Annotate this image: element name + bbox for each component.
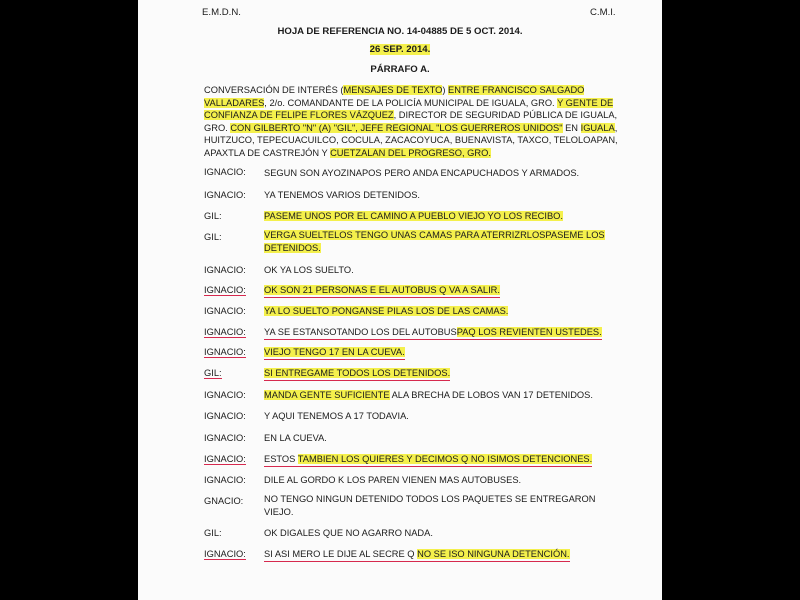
speaker-label: IGNACIO:: [204, 327, 246, 337]
speaker-label: IGNACIO:: [204, 390, 246, 400]
message-text: PASEME UNOS POR EL CAMINO A PUEBLO VIEJO YO LOS RECIBO.: [264, 211, 563, 221]
speaker-label: GIL:: [204, 368, 222, 378]
speaker-label: IGNACIO:: [204, 285, 246, 295]
speaker-label: GNACIO:: [204, 496, 244, 506]
message-text: YA TENEMOS VARIOS DETENIDOS.: [264, 190, 421, 200]
message-text: SI ASI MERO LE DIJE AL SECRE Q NO SE ISO NINGUNA DETENCIÓN.: [264, 548, 570, 562]
message-text: SI ENTREGAME TODOS LOS DETENIDOS.: [264, 367, 450, 381]
speaker-label: IGNACIO:: [204, 433, 246, 443]
speaker-label: IGNACIO:: [204, 454, 246, 464]
speaker-label: IGNACIO:: [204, 306, 246, 316]
intro-paragraph: CONVERSACIÓN DE INTERÉS (MENSAJES DE TEXTO) ENTRE FRANCISCO SALGADO VALLADARES, 2/o. COMANDANTE DE LA POLICÍA MUNICIPAL DE IGUALA, GRO. Y GENTE DE CONFIANZA DE FELIPE FLORES VÁZQUEZ, DIRECTOR DE SEGURIDAD PÚBLICA DE IGUALA, GRO. CON GILBERTO "N" (A) "GIL", JEFE REGIONAL "LOS GUERREROS UNIDOS" EN IGUALA, HUITZUCO, TEPECUACUILCO, COCULA, ZACACOYUCA, BUENAVISTA, TAXCO, TELOLOAPAN, APAXTLA DE CASTREJÓN Y CUETZALAN DEL PROGRESO, GRO.: [204, 85, 618, 158]
document-page: [138, 0, 662, 600]
message-text: VERGA SUELTELOS TENGO UNAS CAMAS PARA ATERRIZRLOSPASEME LOS DETENIDOS.: [264, 230, 605, 253]
message-text: OK DIGALES QUE NO AGARRO NADA.: [264, 528, 433, 538]
message-text: Y AQUI TENEMOS A 17 TODAVIA.: [264, 411, 409, 421]
page-title: HOJA DE REFERENCIA NO. 14-04885 DE 5 OCT. 2014.: [277, 26, 523, 37]
message-text: YA SE ESTANSOTANDO LOS DEL AUTOBUSPAQ LOS REVIENTEN USTEDES.: [264, 326, 602, 340]
message-text: ESTOS TAMBIEN LOS QUIERES Y DECIMOS Q NO ISIMOS DETENCIONES.: [264, 453, 592, 467]
speaker-label: IGNACIO:: [204, 347, 246, 357]
speaker-label: IGNACIO:: [204, 167, 246, 177]
speaker-label: GIL:: [204, 232, 222, 242]
speaker-label: IGNACIO:: [204, 549, 246, 559]
section-title: PÁRRAFO A.: [370, 64, 430, 75]
message-text: SEGUN SON AYOZINAPOS PERO ANDA ENCAPUCHADOS Y ARMADOS.: [264, 168, 580, 178]
speaker-label: GIL:: [204, 528, 222, 538]
message-text: NO TENGO NINGUN DETENIDO TODOS LOS PAQUETES SE ENTREGARON VIEJO.: [264, 494, 596, 517]
speaker-label: IGNACIO:: [204, 411, 246, 421]
message-text: OK SON 21 PERSONAS E EL AUTOBUS Q VA A SALIR.: [264, 284, 500, 298]
message-text: VIEJO TENGO 17 EN LA CUEVA.: [264, 346, 405, 360]
header-left: E.M.D.N.: [202, 7, 241, 18]
date-line: 26 SEP. 2014.: [369, 44, 431, 55]
message-text: OK YA LOS SUELTO.: [264, 265, 354, 275]
speaker-label: GIL:: [204, 211, 222, 221]
message-text: MANDA GENTE SUFICIENTE ALA BRECHA DE LOBOS VAN 17 DETENIDOS.: [264, 390, 593, 400]
speaker-label: IGNACIO:: [204, 190, 246, 200]
speaker-label: IGNACIO:: [204, 265, 246, 275]
message-text: YA LO SUELTO PONGANSE PILAS LOS DE LAS CAMAS.: [264, 306, 509, 316]
message-text: EN LA CUEVA.: [264, 433, 327, 443]
speaker-label: IGNACIO:: [204, 475, 246, 485]
message-text: DILE AL GORDO K LOS PAREN VIENEN MAS AUTOBUSES.: [264, 475, 522, 485]
header-right: C.M.I.: [590, 7, 616, 18]
